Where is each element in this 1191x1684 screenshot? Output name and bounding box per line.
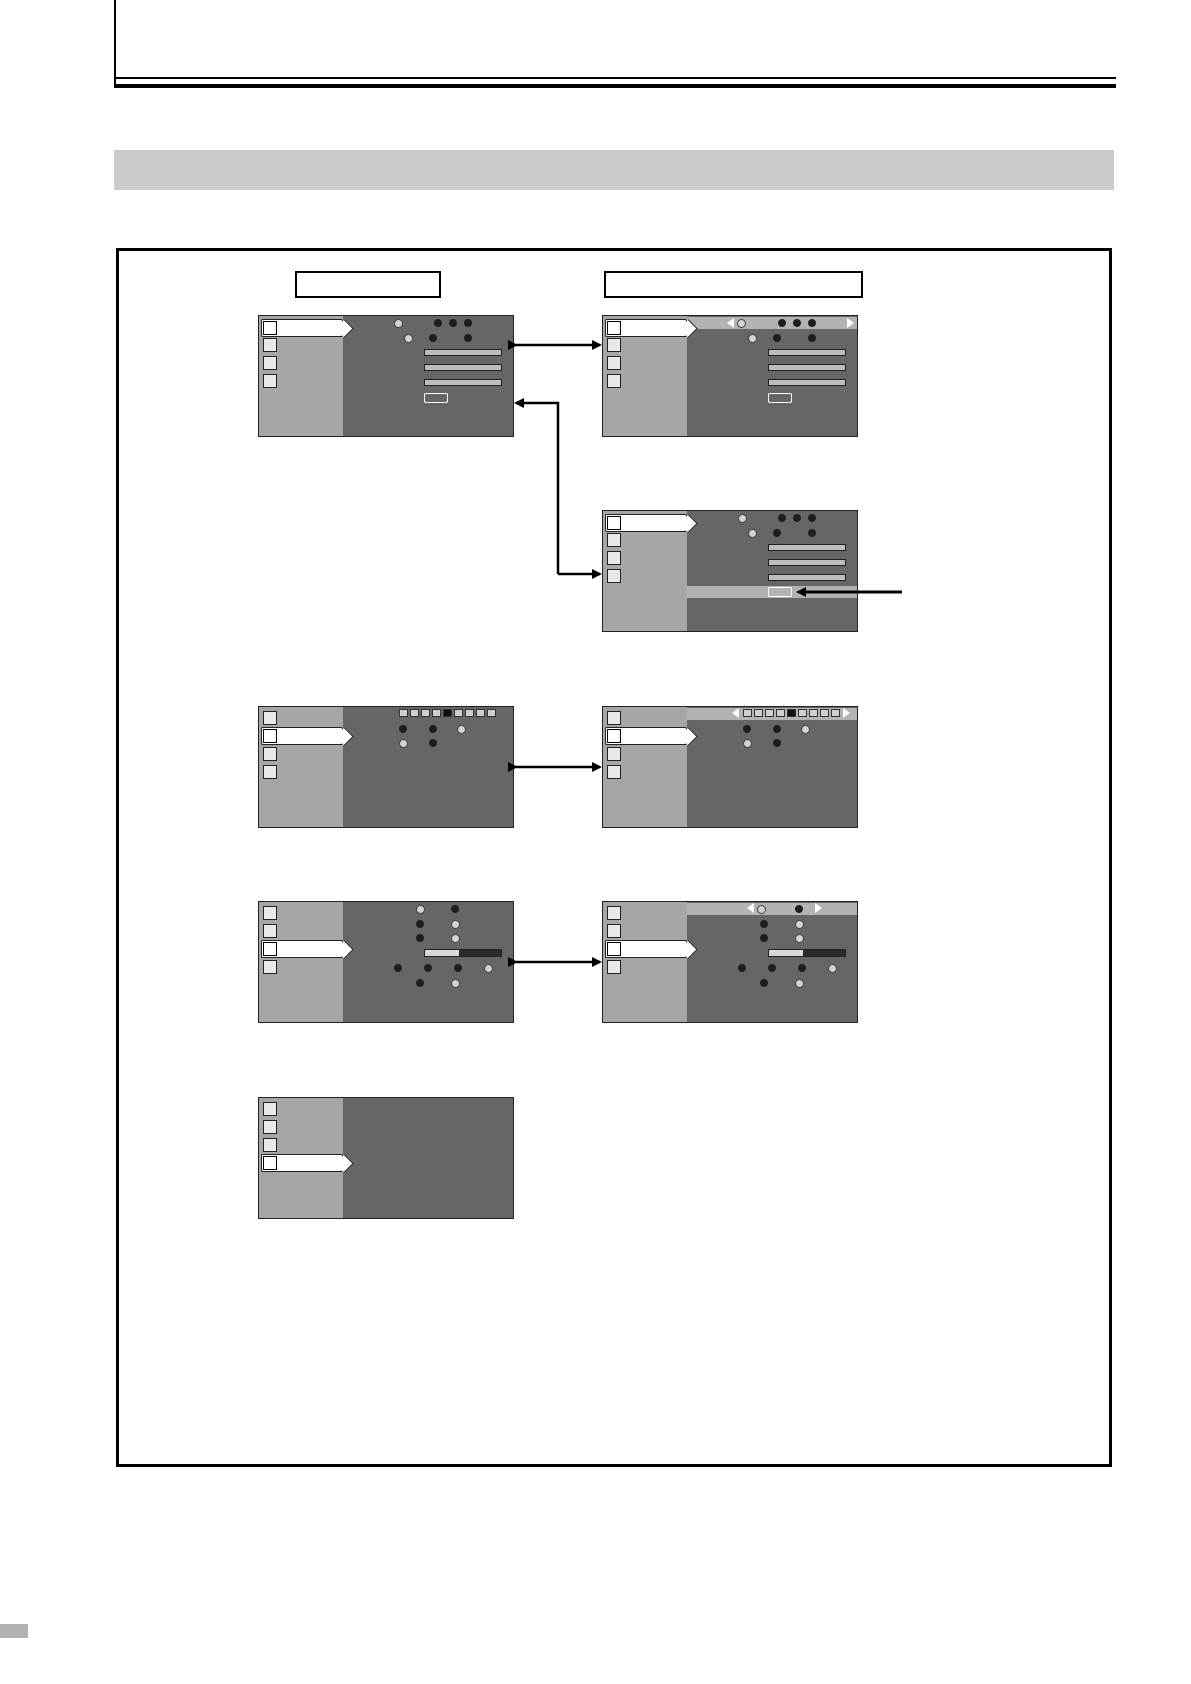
page-number-tab <box>0 1624 28 1638</box>
reset-connector-arrow <box>516 403 600 574</box>
